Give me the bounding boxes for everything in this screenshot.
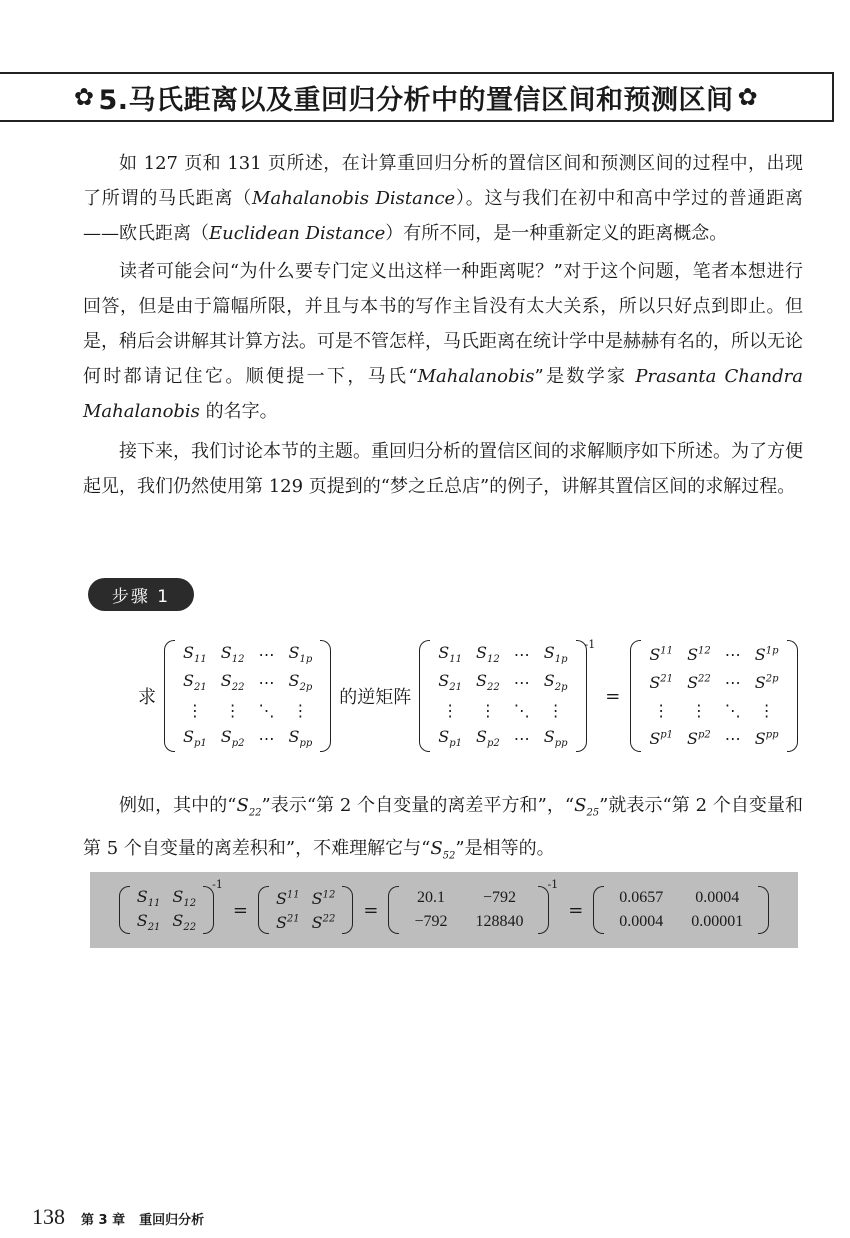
section-title bbox=[0, 72, 834, 122]
page-number: 138 bbox=[32, 1204, 65, 1229]
section-title-text: 5.马氏距离以及重回归分析中的置信区间和预测区间 bbox=[98, 84, 734, 116]
page-footer bbox=[32, 1204, 218, 1230]
matrix-s-inverse: $S_{11}$ $S_{12}$ ⋯ $S_{1p}$ $S_{21}$ $S_{22}$ ⋯ $S_{2p}$ ⋮ ⋮ ⋱ ⋮ $S_{p1}$ $S_{p2}$ ⋯ $S_{pp}$ bbox=[419, 640, 586, 752]
paragraph-1: 如 127 页和 131 页所述，在计算重回归分析的置信区间和预测区间的过程中，出现了所谓的马氏距离（Mahalanobis Distance）。这与我们在初中和高中学过的普通距离——欧氏距离（Euclidean Distance）有所不同，是一种重新定义的距离概念。 bbox=[83, 153, 804, 244]
matrix-2x2-values: 20.1 −792 −792 128840 bbox=[388, 886, 549, 934]
flower-icon: ✿ bbox=[73, 83, 95, 111]
matrix-2x2-s-upper: $S^{11}$ $S^{12}$ $S^{21}$ $S^{22}$ bbox=[258, 886, 353, 934]
chapter-label: 第 3 章 重回归分析 bbox=[81, 1213, 205, 1228]
equals-sign: = bbox=[605, 685, 621, 707]
numeric-example-box bbox=[90, 872, 798, 948]
paragraph-2: 读者可能会问“为什么要专门定义出这样一种距离呢？”对于这个问题，笔者本想进行回答，但是由于篇幅所限，并且与本书的写作主旨没有太大关系，所以只好点到即止。但是，稍后会讲解其计算方法。可是不管怎样，马氏距离在统计学中是赫赫有名的，所以无论何时都请记住它。顺便提一下，马氏“Mahalanobis”是数学家 Prasanta Chandra Mahalanobis 的名字。 bbox=[83, 261, 803, 422]
matrix-s-upper: $S^{11}$ $S^{12}$ ⋯ $S^{1p}$ $S^{21}$ $S^{22}$ ⋯ $S^{2p}$ ⋮ ⋮ ⋱ ⋮ $S^{p1}$ $S^{p2}$ ⋯ $S^{pp}$ bbox=[630, 640, 797, 752]
example-paragraph: 例如，其中的“$S_{22}$”表示“第 2 个自变量的离差平方和”，“$S_{25}$”就表示“第 2 个自变量和第 5 个自变量的离差积和”，不难理解它与“$S_{52}$”是相等的。 bbox=[83, 795, 803, 862]
matrix-s: $S_{11}$ $S_{12}$ ⋯ $S_{1p}$ $S_{21}$ $S_{22}$ ⋯ $S_{2p}$ ⋮ ⋮ ⋱ ⋮ $S_{p1}$ $S_{p2}$ ⋯ $S_{pp}$ bbox=[164, 640, 331, 752]
inverse-superscript: -1 bbox=[547, 877, 559, 891]
matrix-2x2-s: $S_{11}$ $S_{12}$ $S_{21}$ $S_{22}$ bbox=[119, 886, 214, 934]
inverse-superscript: -1 bbox=[584, 637, 596, 651]
step-badge: 步骤 1 bbox=[88, 578, 194, 611]
matrix-2x2-result: 0.0657 0.0004 0.0004 0.00001 bbox=[593, 886, 769, 934]
formula-prefix: 求 bbox=[138, 687, 156, 708]
flower-icon: ✿ bbox=[737, 83, 759, 111]
matrix-formula bbox=[130, 636, 798, 756]
equals-sign: = bbox=[232, 899, 248, 921]
inverse-superscript: -1 bbox=[212, 877, 223, 891]
formula-middle: 的逆矩阵 bbox=[339, 687, 412, 708]
equals-sign: = bbox=[568, 899, 584, 921]
paragraph-3: 接下来，我们讨论本节的主题。重回归分析的置信区间的求解顺序如下所述。为了方便起见，我们仍然使用第 129 页提到的“梦之丘总店”的例子，讲解其置信区间的求解过程。 bbox=[83, 441, 803, 497]
equals-sign: = bbox=[363, 899, 379, 921]
